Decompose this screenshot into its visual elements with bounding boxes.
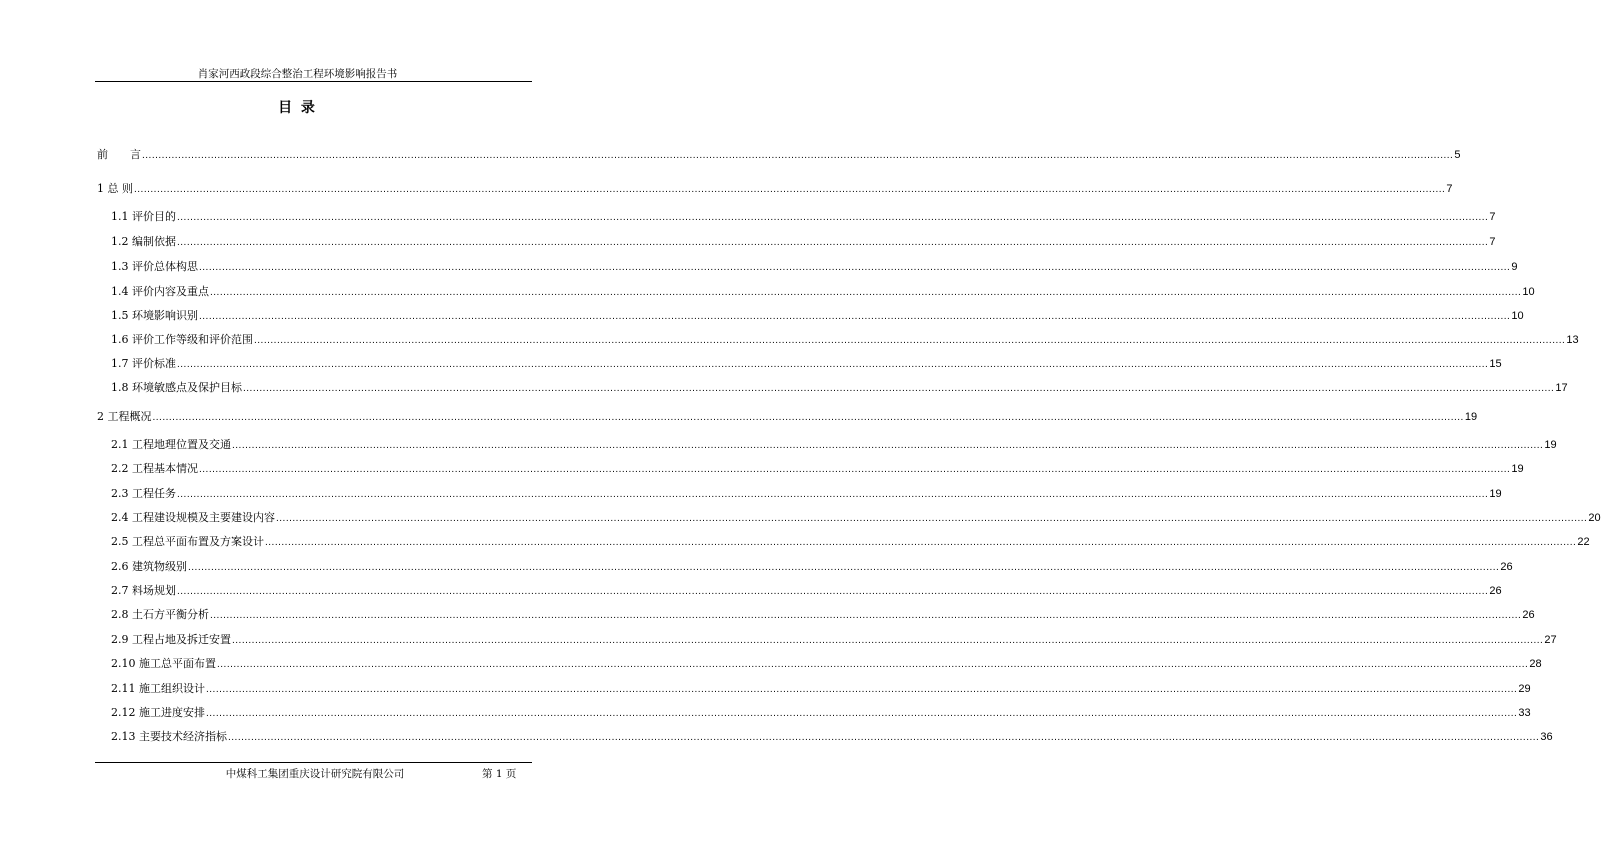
toc-entry-label: 1.4 评价内容及重点 [111, 285, 209, 298]
toc-entry[interactable] [111, 680, 1531, 696]
toc-entry-page: 19 [1489, 488, 1502, 500]
toc-entry[interactable] [111, 331, 1579, 347]
toc-entry-page: 10 [1511, 310, 1524, 322]
toc-entry[interactable] [111, 631, 1557, 647]
toc-leader-dots: ................................................................................................................................................................................................................................................................................................................................................................................................................ [206, 684, 1518, 695]
toc-entry[interactable] [111, 704, 1531, 720]
toc-entry-label: 1.6 评价工作等级和评价范围 [111, 333, 253, 346]
toc-leader-dots: ................................................................................................................................................................................................................................................................................................................................................................................................................ [188, 562, 1500, 573]
toc-entry-label: 2.5 工程总平面布置及方案设计 [111, 535, 264, 548]
toc-entry[interactable] [111, 460, 1524, 476]
toc-entry-page: 28 [1529, 658, 1542, 670]
toc-entry-label: 2.12 施工进度安排 [111, 706, 205, 719]
toc-entry-page: 19 [1464, 411, 1478, 423]
toc-entry[interactable] [111, 582, 1502, 598]
toc-leader-dots: ................................................................................................................................................................................................................................................................................................................................................................................................................ [199, 311, 1511, 322]
toc-title: 目 录 [278, 100, 317, 116]
toc-entry[interactable] [111, 258, 1518, 274]
toc-entry-page: 20 [1588, 512, 1601, 524]
toc-entry[interactable] [111, 728, 1553, 744]
toc-entry-page: 13 [1566, 334, 1579, 346]
toc-entry[interactable] [111, 509, 1601, 525]
toc-entry-page: 10 [1522, 286, 1535, 298]
toc-leader-dots: ................................................................................................................................................................................................................................................................................................................................................................................................................ [206, 708, 1518, 719]
toc-entry-label: 2.7 料场规划 [111, 584, 176, 597]
toc-entry-page: 7 [1446, 183, 1453, 195]
toc-entry[interactable] [97, 180, 1453, 196]
footer-page-number: 第 1 页 [482, 768, 517, 780]
toc-entry-label: 2.2 工程基本情况 [111, 462, 198, 475]
toc-entry[interactable] [111, 655, 1542, 671]
footer-organization: 中煤科工集团重庆设计研究院有限公司 [225, 768, 405, 780]
toc-entry-label: 1.2 编制依据 [111, 235, 176, 248]
toc-leader-dots: ................................................................................................................................................................................................................................................................................................................................................................................................................ [142, 150, 1454, 161]
toc-leader-dots: ................................................................................................................................................................................................................................................................................................................................................................................................................ [152, 412, 1464, 423]
toc-entry[interactable] [111, 379, 1568, 395]
toc-entry-label: 2 工程概况 [97, 410, 152, 423]
toc-entry[interactable] [111, 355, 1502, 371]
toc-leader-dots: ................................................................................................................................................................................................................................................................................................................................................................................................................ [177, 359, 1489, 370]
toc-leader-dots: ................................................................................................................................................................................................................................................................................................................................................................................................................ [217, 659, 1529, 670]
toc-leader-dots: ................................................................................................................................................................................................................................................................................................................................................................................................................ [134, 184, 1446, 195]
toc-entry-page: 22 [1577, 536, 1590, 548]
toc-entry-page: 29 [1518, 683, 1531, 695]
toc-entry[interactable] [97, 146, 1461, 162]
toc-entry-label: 2.13 主要技术经济指标 [111, 730, 227, 743]
toc-entry-label: 2.9 工程占地及拆迁安置 [111, 633, 231, 646]
toc-entry-label: 1.8 环境敏感点及保护目标 [111, 381, 242, 394]
toc-leader-dots: ................................................................................................................................................................................................................................................................................................................................................................................................................ [232, 635, 1544, 646]
toc-entry-page: 7 [1489, 236, 1496, 248]
toc-leader-dots: ................................................................................................................................................................................................................................................................................................................................................................................................................ [199, 464, 1511, 475]
toc-entry-label: 2.11 施工组织设计 [111, 682, 205, 695]
toc-leader-dots: ................................................................................................................................................................................................................................................................................................................................................................................................................ [210, 287, 1522, 298]
toc-entry-label: 1.3 评价总体构思 [111, 260, 198, 273]
toc-entry-page: 36 [1540, 731, 1553, 743]
toc-leader-dots: ................................................................................................................................................................................................................................................................................................................................................................................................................ [210, 610, 1522, 621]
toc-entry-label: 1.7 评价标准 [111, 357, 176, 370]
toc-entry-page: 19 [1544, 439, 1557, 451]
toc-entry[interactable] [97, 408, 1478, 424]
toc-entry-page: 15 [1489, 358, 1502, 370]
toc-entry-page: 5 [1454, 149, 1461, 161]
toc-entry-label: 2.8 土石方平衡分析 [111, 608, 209, 621]
toc-leader-dots: ................................................................................................................................................................................................................................................................................................................................................................................................................ [276, 513, 1588, 524]
toc-entry[interactable] [111, 436, 1557, 452]
toc-entry-label: 1.1 评价目的 [111, 210, 176, 223]
toc-entry-page: 7 [1489, 211, 1496, 223]
toc-entry-label: 1 总 则 [97, 182, 133, 195]
toc-leader-dots: ................................................................................................................................................................................................................................................................................................................................................................................................................ [199, 262, 1511, 273]
toc-leader-dots: ................................................................................................................................................................................................................................................................................................................................................................................................................ [177, 489, 1489, 500]
toc-leader-dots: ................................................................................................................................................................................................................................................................................................................................................................................................................ [243, 383, 1555, 394]
toc-entry-label: 1.5 环境影响识别 [111, 309, 198, 322]
toc-entry-label: 2.10 施工总平面布置 [111, 657, 216, 670]
toc-entry[interactable] [111, 533, 1590, 549]
toc-entry-page: 33 [1518, 707, 1531, 719]
toc-entry-label: 2.1 工程地理位置及交通 [111, 438, 231, 451]
toc-entry[interactable] [111, 558, 1513, 574]
toc-entry[interactable] [111, 233, 1496, 249]
toc-leader-dots: ................................................................................................................................................................................................................................................................................................................................................................................................................ [228, 732, 1540, 743]
toc-entry-label: 2.4 工程建设规模及主要建设内容 [111, 511, 275, 524]
toc-entry-page: 26 [1500, 561, 1513, 573]
toc-leader-dots: ................................................................................................................................................................................................................................................................................................................................................................................................................ [254, 335, 1566, 346]
toc-entry-label: 2.6 建筑物级别 [111, 560, 187, 573]
toc-entry[interactable] [111, 283, 1535, 299]
toc-leader-dots: ................................................................................................................................................................................................................................................................................................................................................................................................................ [232, 440, 1544, 451]
toc-entry-label: 前 言 [97, 148, 141, 161]
toc-leader-dots: ................................................................................................................................................................................................................................................................................................................................................................................................................ [177, 586, 1489, 597]
toc-entry[interactable] [111, 307, 1524, 323]
toc-entry-page: 19 [1511, 463, 1524, 475]
toc-entry[interactable] [111, 485, 1502, 501]
toc-leader-dots: ................................................................................................................................................................................................................................................................................................................................................................................................................ [177, 212, 1489, 223]
toc-entry-page: 26 [1489, 585, 1502, 597]
running-header: 肖家河西政段综合整治工程环境影响报告书 [197, 68, 398, 80]
toc-entry-label: 2.3 工程任务 [111, 487, 176, 500]
toc-leader-dots: ................................................................................................................................................................................................................................................................................................................................................................................................................ [265, 537, 1577, 548]
toc-entry[interactable] [111, 208, 1496, 224]
footer-rule [95, 762, 532, 763]
toc-entry-page: 27 [1544, 634, 1557, 646]
toc-entry-page: 26 [1522, 609, 1535, 621]
toc-leader-dots: ................................................................................................................................................................................................................................................................................................................................................................................................................ [177, 237, 1489, 248]
toc-entry-page: 17 [1555, 382, 1568, 394]
toc-entry-page: 9 [1511, 261, 1518, 273]
toc-entry[interactable] [111, 606, 1535, 622]
